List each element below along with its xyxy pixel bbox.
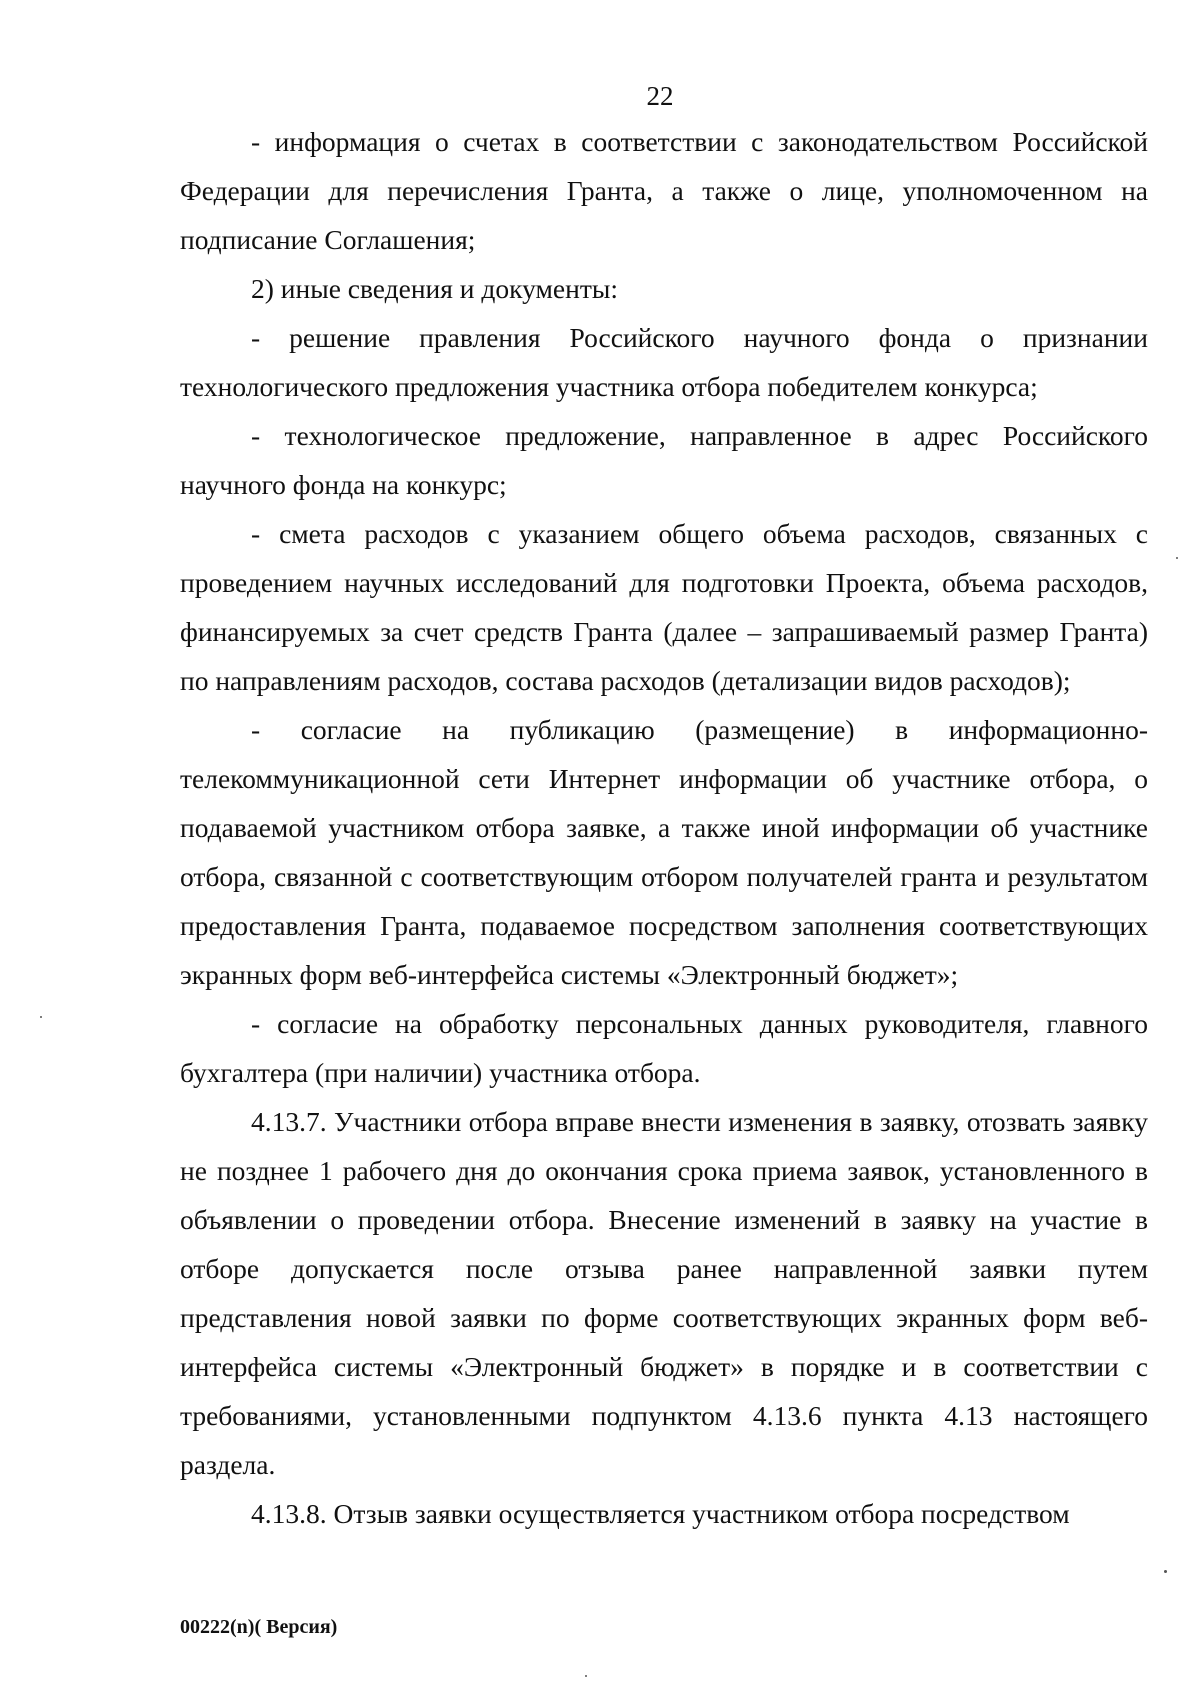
document-body <box>180 117 1148 1538</box>
paragraph-other-documents: 2) иные сведения и документы: <box>251 273 618 304</box>
footer-code: 00222(n) <box>180 1616 255 1638</box>
paragraph-personal-data-consent: - согласие на обработку персональных данных руководителя, главного бухгалтера (при наличии) участника отбора. <box>180 1008 1148 1088</box>
footer-version-label: ( Версия) <box>254 1616 338 1638</box>
paragraph-publication-consent: - согласие на публикацию (размещение) в информационно-телекоммуникационной сети Интернет информации об участнике отбора, о подаваемой участником отбора заявке, а также иной информации об участнике отбора, связанной с соответствующим отбором получателей гранта и результатом предоставления Гранта, подаваемое посредством заполнения соответствующих экранных форм веб-интерфейса системы «Электронный бюджет»; <box>180 714 1148 990</box>
paragraph-tech-proposal: - технологическое предложение, направленное в адрес Российского научного фонда на конкурс; <box>180 420 1148 500</box>
scan-speck <box>40 1016 42 1018</box>
paragraph-4-13-7: 4.13.7. Участники отбора вправе внести изменения в заявку, отозвать заявку не позднее 1 рабочего дня до окончания срока приема заявок, установленного в объявлении о проведении отбора. Внесение изменений в заявку на участие в отборе допускается после отзыва ранее направленной заявки путем представления новой заявки по форме соответствующих экранных форм веб-интерфейса системы «Электронный бюджет» в порядке и в соответствии с требованиями, установленными подпунктом 4.13.6 пункта 4.13 настоящего раздела. <box>180 1106 1148 1480</box>
page-number: 22 <box>646 81 674 111</box>
paragraph-4-13-8: 4.13.8. Отзыв заявки осуществляется участником отбора посредством <box>251 1498 1070 1529</box>
footer-document-code <box>180 1615 337 1639</box>
paragraph-board-decision: - решение правления Российского научного фонда о признании технологического предложения участника отбора победителем конкурса; <box>180 322 1148 402</box>
paragraph-cost-estimate: - смета расходов с указанием общего объема расходов, связанных с проведением научных исследований для подготовки Проекта, объема расходов, финансируемых за счет средств Гранта (далее – запрашиваемый размер Гранта) по направлениям расходов, состава расходов (детализации видов расходов); <box>180 518 1148 696</box>
scan-speck <box>1164 1570 1167 1573</box>
scan-speck <box>1176 557 1178 559</box>
scan-speck <box>585 1675 587 1677</box>
paragraph-account-info: - информация о счетах в соответствии с законодательством Российской Федерации для перечисления Гранта, а также о лице, уполномоченном на подписание Соглашения; <box>180 126 1148 255</box>
